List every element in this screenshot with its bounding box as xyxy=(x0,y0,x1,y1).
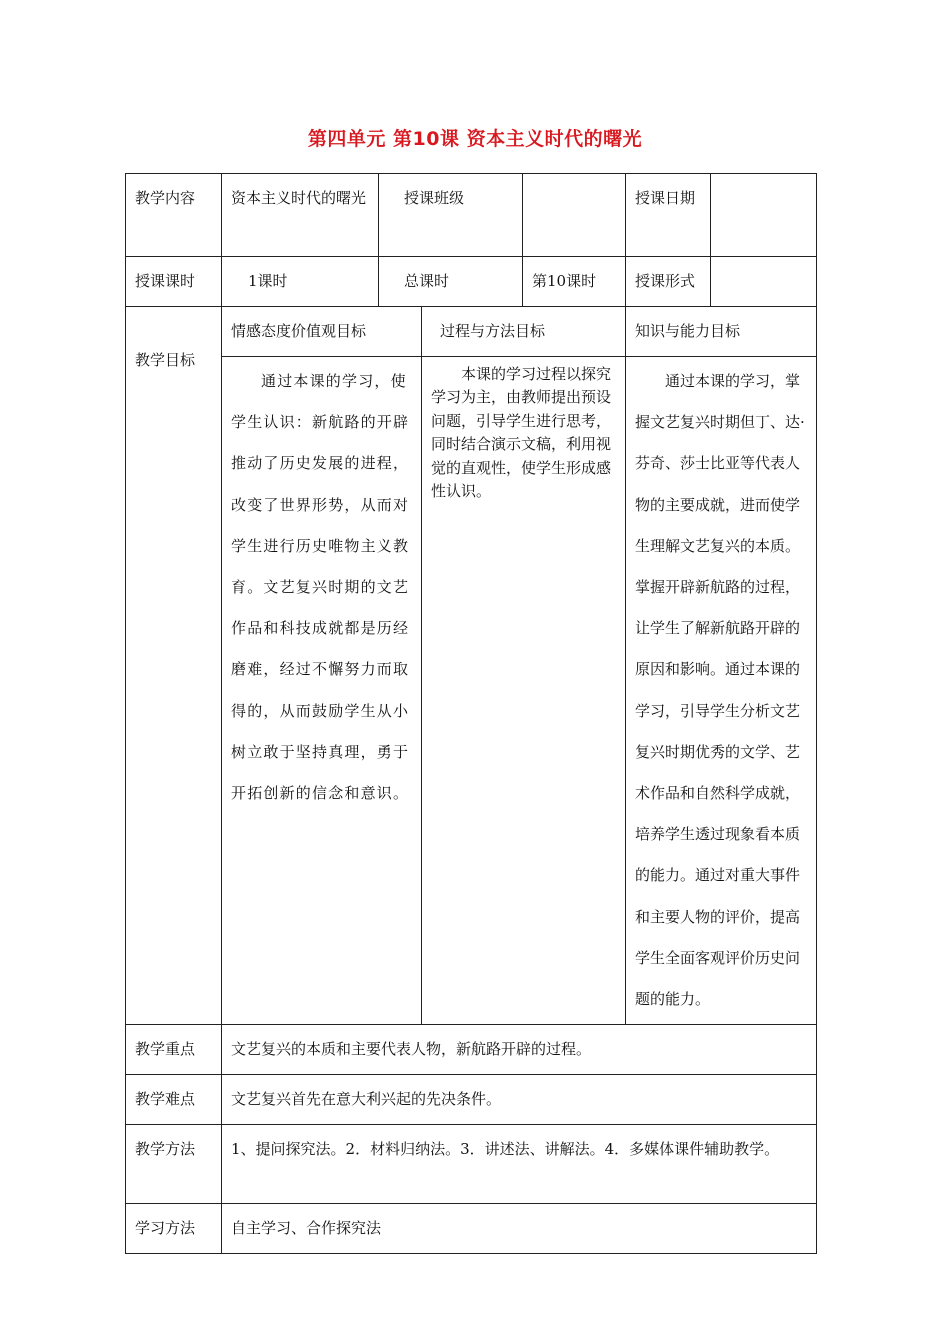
row-key-points xyxy=(126,1025,817,1075)
class-value xyxy=(523,174,626,257)
difficulties-label: 教学难点 xyxy=(126,1075,222,1125)
goals-label: 教学目标 xyxy=(126,307,222,1025)
date-value xyxy=(711,174,817,257)
study-label: 学习方法 xyxy=(126,1204,222,1254)
content-label: 教学内容 xyxy=(126,174,222,257)
hours-label: 授课课时 xyxy=(126,257,222,307)
methods-label: 教学方法 xyxy=(126,1125,222,1204)
row-difficulties xyxy=(126,1075,817,1125)
goals-content-row xyxy=(126,357,817,1025)
goal-process-text: 本课的学习过程以探究学习为主，由教师提出预设问题，引导学生进行思考，同时结合演示文稿，利用视觉的直观性，使学生形成感性认识。 xyxy=(422,357,626,1025)
goal-header-process: 过程与方法目标 xyxy=(422,307,626,357)
lesson-plan-table xyxy=(125,173,817,1254)
row-hours xyxy=(126,257,817,307)
study-value: 自主学习、合作探究法 xyxy=(222,1204,817,1254)
form-value xyxy=(711,257,817,307)
goal-header-knowledge: 知识与能力目标 xyxy=(626,307,817,357)
key-points-label: 教学重点 xyxy=(126,1025,222,1075)
date-label: 授课日期 xyxy=(626,174,711,257)
content-value: 资本主义时代的曙光 xyxy=(222,174,379,257)
key-points-value: 文艺复兴的本质和主要代表人物，新航路开辟的过程。 xyxy=(222,1025,817,1075)
goal-header-emotion: 情感态度价值观目标 xyxy=(222,307,422,357)
row-study xyxy=(126,1204,817,1254)
document-title: 第四单元 第10课 资本主义时代的曙光 xyxy=(307,128,643,150)
total-value: 第10课时 xyxy=(523,257,626,307)
hours-value: 1课时 xyxy=(222,257,379,307)
class-label: 授课班级 xyxy=(379,174,523,257)
row-content xyxy=(126,174,817,257)
row-methods xyxy=(126,1125,817,1204)
goal-knowledge-text: 通过本课的学习，掌握文艺复兴时期但丁、达·芬奇、莎士比亚等代表人物的主要成就，进而使学生理解文艺复兴的本质。掌握开辟新航路的过程，让学生了解新航路开辟的原因和影响。通过本课的学习，引导学生分析文艺复兴时期优秀的文学、艺术作品和自然科学成就，培养学生透过现象看本质的能力。通过对重大事件和主要人物的评价，提高学生全面客观评价历史问题的能力。 xyxy=(626,357,817,1025)
goal-emotion-text: 通过本课的学习，使学生认识：新航路的开辟推动了历史发展的进程，改变了世界形势，从而对学生进行历史唯物主义教育。文艺复兴时期的文艺作品和科技成就都是历经磨难，经过不懈努力而取得的，从而鼓励学生从小树立敢于坚持真理，勇于开拓创新的信念和意识。 xyxy=(222,357,422,1025)
total-label: 总课时 xyxy=(379,257,523,307)
difficulties-value: 文艺复兴首先在意大利兴起的先决条件。 xyxy=(222,1075,817,1125)
methods-value: 1、提问探究法。2．材料归纳法。3．讲述法、讲解法。4．多媒体课件辅助教学。 xyxy=(222,1125,817,1204)
goals-header-row xyxy=(126,307,817,357)
form-label: 授课形式 xyxy=(626,257,711,307)
